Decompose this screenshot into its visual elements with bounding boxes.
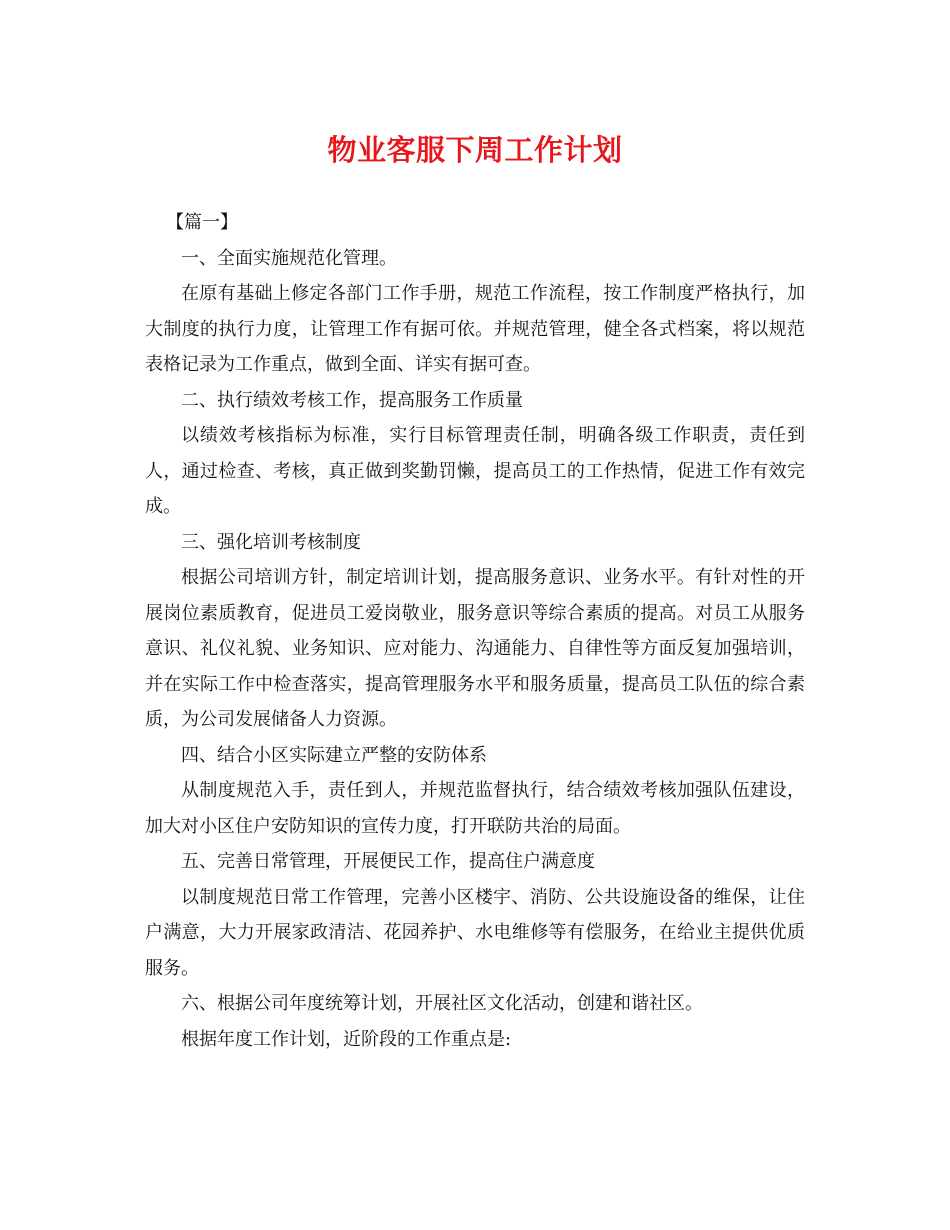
paragraph-5: 以制度规范日常工作管理，完善小区楼宇、消防、公共设施设备的维保，让住户满意，大力开展家政清洁、花园养护、水电维修等有偿服务，在给业主提供优质服务。: [145, 886, 805, 979]
paragraph-6: 根据年度工作计划，近阶段的工作重点是:: [181, 1028, 512, 1050]
paragraph-1: 在原有基础上修定各部门工作手册，规范工作流程，按工作制度严格执行，加大制度的执行力度，让管理工作有据可依。并规范管理，健全各式档案，将以规范表格记录为工作重点，做到全面、详实有据可查。: [145, 283, 805, 375]
heading-4: 四、结合小区实际建立严整的安防体系: [181, 744, 487, 766]
paragraph-4: 从制度规范入手，责任到人，并规范监督执行，结合绩效考核加强队伍建设，加大对小区住户安防知识的宣传力度，打开联防共治的局面。: [145, 780, 805, 837]
heading-2: 二、执行绩效考核工作，提高服务工作质量: [181, 389, 523, 411]
heading-1: 一、全面实施规范化管理。: [181, 247, 397, 269]
heading-6: 六、根据公司年度统筹计划，开展社区文化活动，创建和谐社区。: [181, 993, 703, 1014]
heading-5: 五、完善日常管理，开展便民工作，提高住户满意度: [181, 851, 595, 872]
paragraph-3: 根据公司培训方针，制定培训计划，提高服务意识、业务水平。有针对性的开展岗位素质教育，促进员工爱岗敬业，服务意识等综合素质的提高。对员工从服务意识、礼仪礼貌、业务知识、应对能力、沟通能力、自律性等方面反复加强培训，并在实际工作中检查落实，提高管理服务水平和服务质量，提高员工队伍的综合素质，为公司发展储备人力资源。: [145, 567, 805, 730]
document-title: 物业客服下周工作计划: [327, 133, 623, 167]
document-body: [145, 205, 805, 1057]
heading-3: 三、强化培训考核制度: [181, 531, 361, 553]
section-label: 【篇一】: [166, 212, 238, 233]
paragraph-2: 以绩效考核指标为标准，实行目标管理责任制，明确各级工作职责，责任到人，通过检查、考核，真正做到奖勤罚懒，提高员工的工作热情，促进工作有效完成。: [145, 425, 805, 517]
